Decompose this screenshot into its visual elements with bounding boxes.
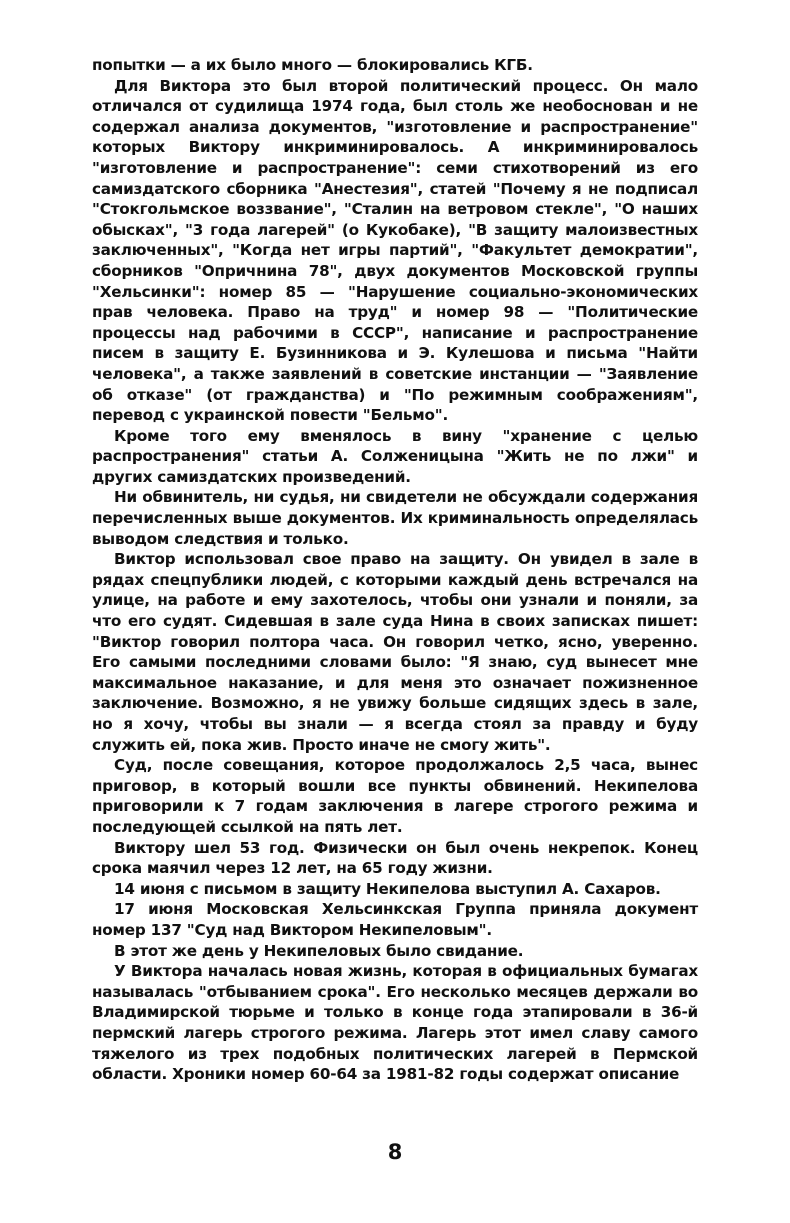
paragraph-7: Виктору шел 53 год. Физически он был очень некрепок. Конец срока маячил через 12 лет, на 65 году жизни.	[92, 838, 698, 878]
paragraph-1: попытки — а их было много — блокировались КГБ.	[92, 56, 533, 74]
paragraph-8: 14 июня с письмом в защиту Некипелова выступил А. Сахаров.	[114, 879, 661, 898]
paragraph-4: Ни обвинитель, ни судья, ни свидетели не обсуждали содержания перечисленных выше документов. Их криминальность определялась выводом следствия и только.	[92, 488, 698, 548]
page-number: 8	[387, 1140, 403, 1164]
paragraph-6: Суд, после совещания, которое продолжалось 2,5 часа, вынес приговор, в который вошли все пункты обвинений. Некипелова приговорили к 7 годам заключения в лагере строгого режима и последующей ссылкой на пять лет.	[92, 756, 698, 836]
paragraph-11: У Виктора началась новая жизнь, которая в официальных бумагах называлась "отбыванием срока". Его несколько месяцев держали во Владимирской тюрьме и только в конце года этапировали в 36-й пермский лагерь строгого режима. Лагерь этот имел славу самого тяжелого из трех подобных политических лагерей в Пермской области. Хроники номер 60-64 за 1981-82 годы содержат описание	[92, 962, 698, 1084]
page-text-block	[92, 55, 698, 1085]
paragraph-2: Для Виктора это был второй политический процесс. Он мало отличался от судилища 1974 года, был столь же необоснован и не содержал анализа документов, "изготовление и распространение" которых Виктору инкриминировалось. А инкриминировалось "изготовление и распространение": семи стихотворений из его самиздатского сборника "Анестезия", статей "Почему я не подписал "Стокгольмское воззвание", "Сталин на ветровом стекле", "О наших обысках", "3 года лагерей" (о Кукобаке), "В защиту малоизвестных заключенных", "Когда нет игры партий", "Факультет демократии", сборников "Опричнина 78", двух документов Московской группы "Хельсинки": номер 85 — "Нарушение социально-экономических прав человека. Право на труд" и номер 98 — "Политические процессы над рабочими в СССР", написание и распространение писем в защиту Е. Бузинникова и Э. Кулешова и письма "Найти человека", а также заявлений в советские инстанции — "Заявление об отказе" (от гражданства) и "По режимным соображениям", перевод с украинской повести "Бельмо".	[92, 76, 698, 425]
paragraph-9: 17 июня Московская Хельсинкская Группа приняла документ номер 137 "Суд над Виктором Некипеловым".	[92, 900, 698, 939]
paragraph-5: Виктор использовал свое право на защиту. Он увидел в зале в рядах спецпублики людей, с которыми каждый день встречался на улице, на работе и ему захотелось, чтобы они узнали и поняли, за что его судят. Сидевшая в зале суда Нина в своих записках пишет: "Виктор говорил полтора часа. Он говорил четко, ясно, уверенно. Его самыми последними словами было: "Я знаю, суд вынесет мне максимальное наказание, и для меня это означает пожизненное заключение. Возможно, я не увижу больше сидящих здесь в зале, но я хочу, чтобы вы знали — я всегда стоял за правду и буду служить ей, пока жив. Просто иначе не смогу жить".	[92, 550, 698, 754]
paragraph-10: В этот же день у Некипеловых было свидание.	[114, 941, 524, 960]
paragraph-3: Кроме того ему вменялось в вину "хранение с целью распространения" статьи А. Солженицына "Жить не по лжи" и других самиздатских произведений.	[92, 426, 698, 486]
